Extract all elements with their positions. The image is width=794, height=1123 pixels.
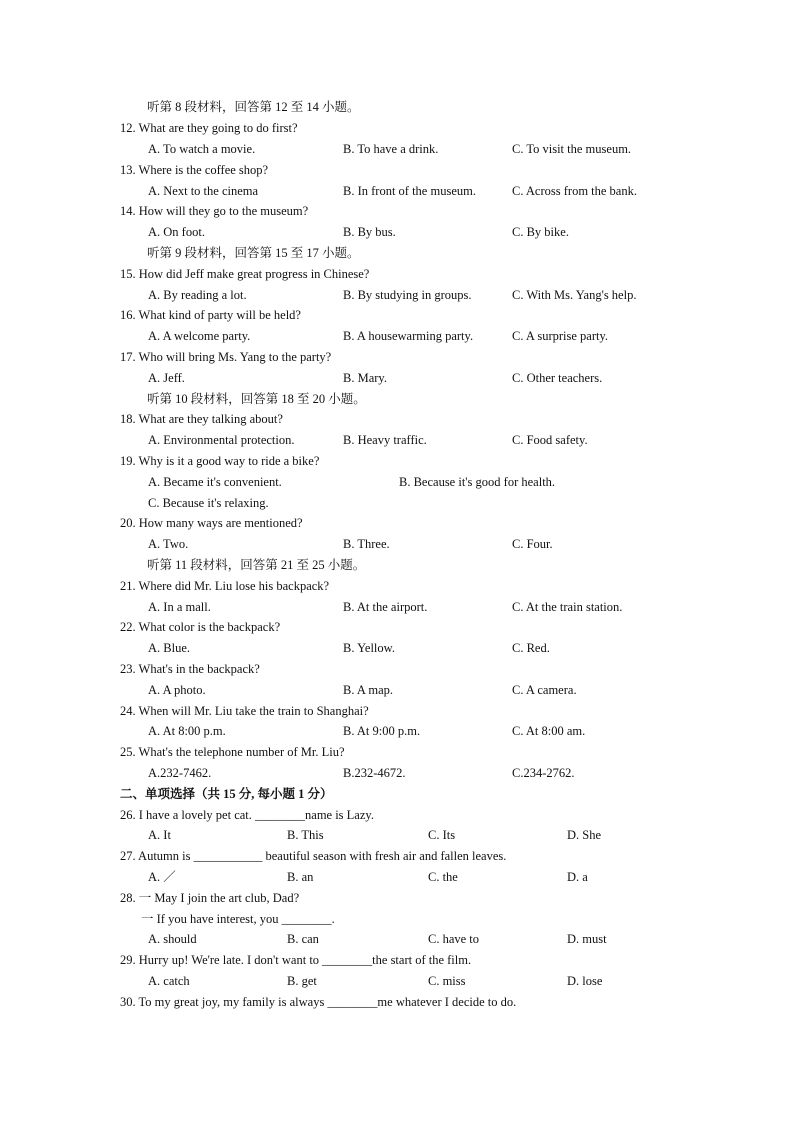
listening-heading-10: 听第 10 段材料，回答第 18 至 20 小题。 bbox=[147, 392, 366, 406]
question-15-options bbox=[148, 286, 768, 304]
section-heading-multiple-choice: 二、单项选择（共 15 分, 每小题 1 分） bbox=[120, 787, 333, 801]
listening-heading-8: 听第 8 段材料，回答第 12 至 14 小题。 bbox=[147, 100, 360, 114]
option-b: B. get bbox=[287, 974, 317, 988]
option-a: A. By reading a lot. bbox=[148, 288, 247, 302]
question-23-stem: 23. What's in the backpack? bbox=[120, 662, 260, 676]
question-21-stem: 21. Where did Mr. Liu lose his backpack? bbox=[120, 579, 330, 593]
question-22-stem: 22. What color is the backpack? bbox=[120, 620, 281, 634]
question-25-options bbox=[148, 764, 768, 782]
question-28-options bbox=[148, 930, 768, 948]
option-c: C. have to bbox=[428, 932, 480, 946]
option-a: A.232-7462. bbox=[148, 766, 212, 780]
question-20-options bbox=[148, 535, 768, 553]
question-13-options bbox=[148, 182, 768, 200]
option-c: C. Across from the bank. bbox=[512, 184, 637, 198]
question-26-options bbox=[148, 826, 768, 844]
option-a: A. Two. bbox=[148, 537, 189, 551]
question-14-options bbox=[148, 223, 768, 241]
option-a: A. To watch a movie. bbox=[148, 142, 256, 156]
option-b: B. Yellow. bbox=[343, 641, 395, 655]
option-b: B. Mary. bbox=[343, 371, 387, 385]
question-28-stem-reply: 一 If you have interest, you ________. bbox=[141, 912, 335, 926]
question-20-stem: 20. How many ways are mentioned? bbox=[120, 516, 303, 530]
option-a: A. ／ bbox=[148, 870, 176, 884]
question-23-options bbox=[148, 681, 768, 699]
question-19-options bbox=[148, 473, 768, 491]
question-24-stem: 24. When will Mr. Liu take the train to Shanghai? bbox=[120, 704, 369, 718]
option-b: B. To have a drink. bbox=[343, 142, 439, 156]
question-19-stem: 19. Why is it a good way to ride a bike? bbox=[120, 454, 320, 468]
option-d: D. She bbox=[567, 828, 602, 842]
option-a: A. It bbox=[148, 828, 171, 842]
option-c: C.234-2762. bbox=[512, 766, 575, 780]
question-18-stem: 18. What are they talking about? bbox=[120, 412, 283, 426]
listening-heading-11: 听第 11 段材料，回答第 21 至 25 小题。 bbox=[147, 558, 366, 572]
option-c: C. With Ms. Yang's help. bbox=[512, 288, 637, 302]
option-d: D. a bbox=[567, 870, 588, 884]
option-a: A. Became it's convenient. bbox=[148, 475, 282, 489]
option-b: B. Three. bbox=[343, 537, 390, 551]
option-c: C. A surprise party. bbox=[512, 329, 609, 343]
option-c: C. Four. bbox=[512, 537, 553, 551]
option-c: C. At the train station. bbox=[512, 600, 623, 614]
option-a: A. Next to the cinema bbox=[148, 184, 259, 198]
option-b: B. an bbox=[287, 870, 314, 884]
option-a: A. should bbox=[148, 932, 197, 946]
question-24-options bbox=[148, 722, 768, 740]
question-12-options bbox=[148, 140, 768, 158]
question-13-stem: 13. Where is the coffee shop? bbox=[120, 163, 269, 177]
option-b: B. By bus. bbox=[343, 225, 396, 239]
option-c: C. At 8:00 am. bbox=[512, 724, 586, 738]
option-c: C. By bike. bbox=[512, 225, 569, 239]
option-c: C. Food safety. bbox=[512, 433, 588, 447]
question-19-options-row2 bbox=[148, 494, 768, 512]
question-17-stem: 17. Who will bring Ms. Yang to the party? bbox=[120, 350, 332, 364]
option-c: C. Because it's relaxing. bbox=[148, 496, 269, 510]
question-26-stem: 26. I have a lovely pet cat. ________name is Lazy. bbox=[120, 808, 374, 822]
listening-heading-9: 听第 9 段材料，回答第 15 至 17 小题。 bbox=[147, 246, 360, 260]
question-27-stem: 27. Autumn is ___________ beautiful season with fresh air and fallen leaves. bbox=[120, 849, 507, 863]
question-27-options bbox=[148, 868, 768, 886]
option-a: A. Environmental protection. bbox=[148, 433, 295, 447]
option-d: D. must bbox=[567, 932, 607, 946]
question-28-stem: 28. 一 May I join the art club, Dad? bbox=[120, 891, 300, 905]
question-29-stem: 29. Hurry up! We're late. I don't want to ________the start of the film. bbox=[120, 953, 472, 967]
option-b: B.232-4672. bbox=[343, 766, 406, 780]
option-a: A. Jeff. bbox=[148, 371, 185, 385]
option-b: B. In front of the museum. bbox=[343, 184, 476, 198]
question-21-options bbox=[148, 598, 768, 616]
option-a: A. In a mall. bbox=[148, 600, 211, 614]
question-22-options bbox=[148, 639, 768, 657]
option-c: C. To visit the museum. bbox=[512, 142, 632, 156]
question-25-stem: 25. What's the telephone number of Mr. Liu? bbox=[120, 745, 345, 759]
option-b: B. Heavy traffic. bbox=[343, 433, 427, 447]
option-c: C. miss bbox=[428, 974, 466, 988]
option-a: A. On foot. bbox=[148, 225, 205, 239]
option-b: B. At the airport. bbox=[343, 600, 428, 614]
option-a: A. catch bbox=[148, 974, 190, 988]
question-29-options bbox=[148, 972, 768, 990]
option-c: C. Its bbox=[428, 828, 456, 842]
option-b: B. By studying in groups. bbox=[343, 288, 472, 302]
question-16-stem: 16. What kind of party will be held? bbox=[120, 308, 301, 322]
option-b: B. A map. bbox=[343, 683, 394, 697]
question-16-options bbox=[148, 327, 768, 345]
option-c: C. A camera. bbox=[512, 683, 577, 697]
option-b: B. Because it's good for health. bbox=[399, 475, 556, 489]
option-c: C. Red. bbox=[512, 641, 550, 655]
question-18-options bbox=[148, 431, 768, 449]
option-a: A. A photo. bbox=[148, 683, 206, 697]
option-c: C. the bbox=[428, 870, 458, 884]
question-30-stem: 30. To my great joy, my family is always ________me whatever I decide to do. bbox=[120, 995, 517, 1009]
question-12-stem: 12. What are they going to do first? bbox=[120, 121, 298, 135]
option-b: B. This bbox=[287, 828, 324, 842]
option-d: D. lose bbox=[567, 974, 603, 988]
question-15-stem: 15. How did Jeff make great progress in Chinese? bbox=[120, 267, 370, 281]
option-b: B. A housewarming party. bbox=[343, 329, 474, 343]
option-b: B. can bbox=[287, 932, 319, 946]
option-b: B. At 9:00 p.m. bbox=[343, 724, 421, 738]
question-17-options bbox=[148, 369, 768, 387]
option-a: A. Blue. bbox=[148, 641, 191, 655]
option-a: A. At 8:00 p.m. bbox=[148, 724, 226, 738]
option-a: A. A welcome party. bbox=[148, 329, 251, 343]
question-14-stem: 14. How will they go to the museum? bbox=[120, 204, 309, 218]
option-c: C. Other teachers. bbox=[512, 371, 603, 385]
